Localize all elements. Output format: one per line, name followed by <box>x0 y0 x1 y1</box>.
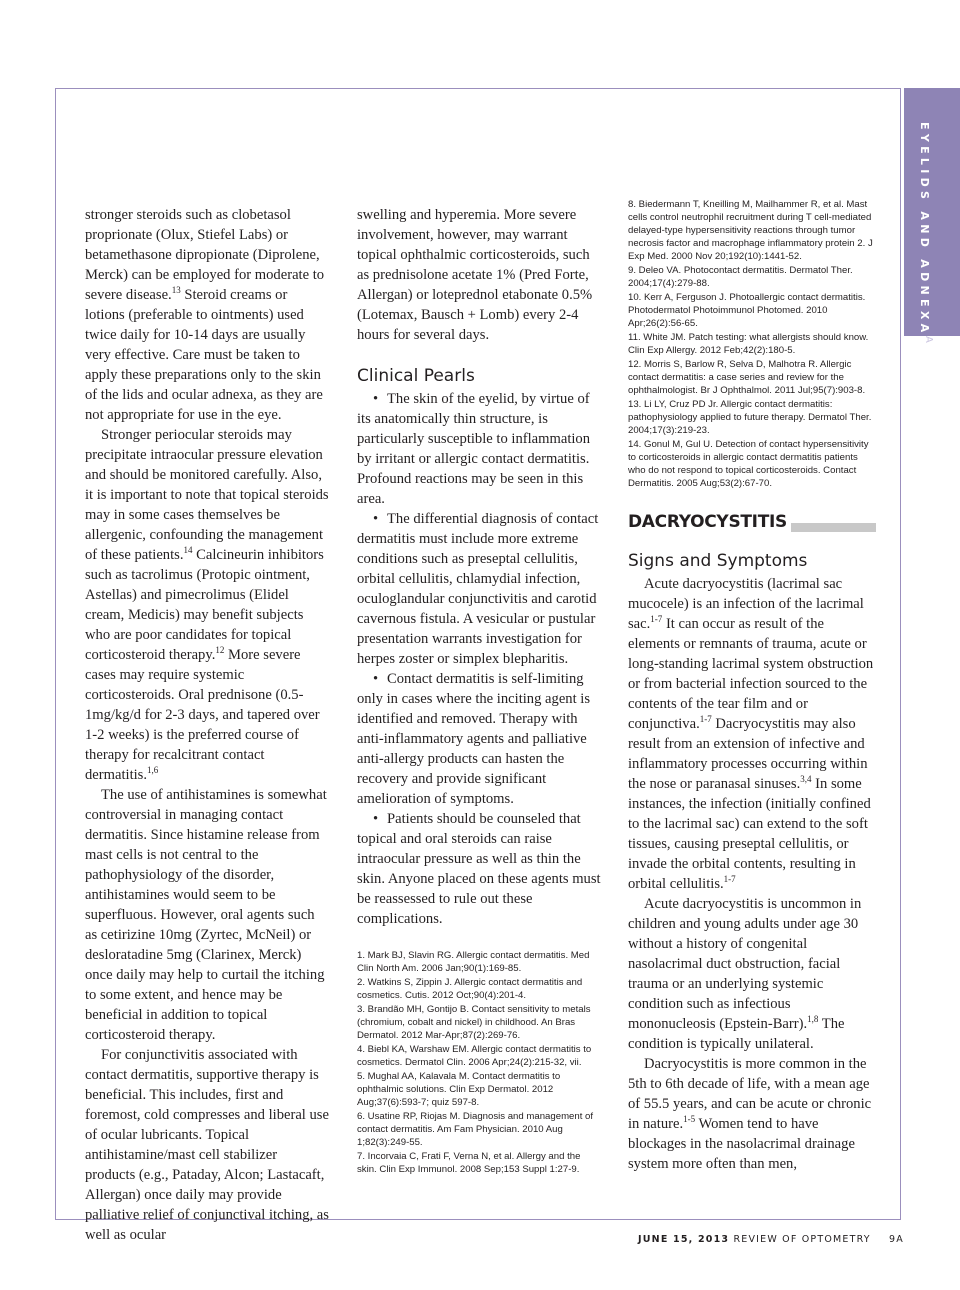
side-tab-ghost-letter: A <box>923 336 934 343</box>
reference-item: 12. Morris S, Barlow R, Selva D, Malhotra R. Allergic contact dermatitis: a case series and review for the ophthalmologist. Br J Ophthalmol. 2011 Jul;95(7):903-8. <box>628 359 866 396</box>
bullet-icon: • <box>373 671 379 687</box>
paragraph: Acute dacryocystitis is uncommon in children and young adults under age 30 without a history of congenital nasolacrimal duct obstruction, facial trauma or an underlying systemic condition such as infectious mononucleosis (Epstein-Barr).$^{1,8}$ The condition is typically unilateral. <box>628 896 862 1052</box>
reference-item: 1. Mark BJ, Slavin RG. Allergic contact dermatitis. Med Clin North Am. 2006 Jan;90(1):169-85. <box>357 950 590 974</box>
paragraph: Dacryocystitis is more common in the 5th to 6th decade of life, with a mean age of 55.5 years, and can be acute or chronic in nature.$^{1-5}$ Women tend to have blockages in the nasolacrimal drainage system more often than men, <box>628 1056 872 1172</box>
section-title-text: DACRYOCYSTITIS <box>628 512 791 532</box>
section-side-tab <box>904 88 960 336</box>
paragraph: stronger steroids such as clobetasol proprionate (Olux, Stiefel Labs) or betamethasone dipropionate (Diprolene, Merck) can be employed for moderate to severe disease.$^{13}$ Steroid creams or lotions (preferable to ointments) used twice daily for 10-14 days are usually very effective. Care must be taken to apply these preparations only to the skin of the lids and ocular adnexa, as they are not appropriate for use in the eye. <box>85 207 325 423</box>
reference-item: 5. Mughal AA, Kalavala M. Contact dermatitis to ophthalmic solutions. Clin Exp Dermatol. 2012 Aug;37(6):593-7; quiz 597-8. <box>357 1071 561 1108</box>
reference-item: 9. Deleo VA. Photocontact dermatitis. Dermatol Ther. 2004;17(4):279-88. <box>628 265 853 289</box>
footer-publication: REVIEW OF OPTOMETRY <box>733 1234 871 1245</box>
reference-item: 3. Brandão MH, Gontijo B. Contact sensitivity to metals (chromium, cobalt and nickel) in childhood. An Bras Dermatol. 2012 Mar-Apr;87(2):269-76. <box>357 1004 591 1041</box>
pearl-item: • Contact dermatitis is self-limiting only in cases where the inciting agent is identified and removed. Therapy with anti-inflammatory agents and palliative anti-allergy products can hasten the recovery and provide significant amelioration of symptoms. <box>357 671 591 807</box>
pearl-item: • Patients should be counseled that topical and oral steroids can raise intraocular pressure as well as thin the skin. Anyone placed on these agents must be reassessed to rule out these complications. <box>357 811 601 927</box>
paragraph: swelling and hyperemia. More severe involvement, however, may warrant topical ophthalmic corticosteroids, such as prednisolone acetate 1% (Pred Forte, Allergan) or loteprednol etabonate 0.5% (Lotemax, Bausch + Lomb) every 2-4 hours for several days. <box>357 207 593 343</box>
signs-symptoms-heading: Signs and Symptoms <box>628 551 808 571</box>
paragraph: Acute dacryocystitis (lacrimal sac mucocele) is an infection of the lacrimal sac.$^{1-7}$ It can occur as result of the elements or remnants of trauma, acute or long-standing lacrimal system obstruction or from bacterial infection sourced to the contents of the tear film and or conjunctiva.$^{1-7}$ Dacryocystitis may also result from an extension of infective and inflammatory processes occurring within the nose or paranasal sinuses.$^{3,4}$ In some instances, the infection (initially confined to the lacrimal sac) can extend to the soft tissues, causing preseptal cellulitis, or invade the orbital contents, resulting in orbital cellulitis.$^{1-7}$ <box>628 576 874 892</box>
footer-date: JUNE 15, 2013 <box>638 1234 730 1245</box>
page-footer <box>638 1234 904 1245</box>
paragraph: The use of antihistamines is somewhat controversial in managing contact dermatitis. Since histamine release from mast cells is not central to the pathophysiology of the disorder, antihistamines would seem to be superfluous. However, oral agents such as cetirizine 10mg (Zyrtec, McNeil) or desloratadine 5mg (Clarinex, Merck) once daily may help to curtail the itching to some extent, and hence may be beneficial in addition to topical corticosteroid therapy. <box>85 787 327 1043</box>
bullet-icon: • <box>373 391 379 407</box>
column-3 <box>628 198 876 1174</box>
page-number: 9A <box>889 1234 904 1245</box>
reference-item: 11. White JM. Patch testing: what allergists should know. Clin Exp Allergy. 2012 Feb;42(2):180-5. <box>628 332 869 356</box>
bullet-icon: • <box>373 811 379 827</box>
side-tab-label: EYELIDS AND ADNEXA <box>918 122 931 337</box>
reference-item: 2. Watkins S, Zippin J. Allergic contact dermatitis and cosmetics. Cutis. 2012 Oct;90(4):201-4. <box>357 977 583 1001</box>
column-2 <box>357 205 602 1177</box>
pearl-item: • The skin of the eyelid, by virtue of its anatomically thin structure, is particularly susceptible to inflammation by irritant or allergic contact dermatitis. Profound reactions may be seen in this area. <box>357 391 591 507</box>
reference-item: 8. Biedermann T, Kneilling M, Mailhammer R, et al. Mast cells control neutrophil recruitment during T cell-mediated delayed-type hypersensitivity reactions through tumor necrosis factor and macrophage inflammatory protein 2. J Exp Med. 2000 Nov 20;192(10):1441-52. <box>628 199 873 262</box>
clinical-pearls-heading: Clinical Pearls <box>357 366 475 386</box>
section-title-dacryocystitis <box>628 512 876 538</box>
paragraph: For conjunctivitis associated with contact dermatitis, supportive therapy is beneficial. This includes, first and foremost, cold compresses and liberal use of ocular lubricants. Topical antihistamine/mast cell stabilizer products (e.g., Pataday, Alcon; Lastacaft, Allergan) once daily may provide palliative relief of conjunctival itching, as well as ocular <box>85 1047 329 1243</box>
bullet-icon: • <box>373 511 379 527</box>
reference-item: 14. Gonul M, Gul U. Detection of contact hypersensitivity to corticosteroids in allergic contact dermatitis patients who do not respond to topical corticosteroids. Contact Dermatitis. 2005 Aug;53(2):67-70. <box>628 439 869 489</box>
paragraph: Stronger periocular steroids may precipitate intraocular pressure elevation and should be monitored carefully. Also, it is important to note that topical steroids may in some cases themselves be allergenic, confounding the management of these patients.$^{14}$ Calcineurin inhibitors such as tacrolimus (Protopic ointment, Astellas) and pimecrolimus (Elidel cream, Medicis) may benefit subjects who are poor candidates for topical corticosteroid therapy.$^{12}$ More severe cases may require systemic corticosteroids. Oral prednisone (0.5-1mg/kg/d for 2-3 days, and tapered over 1-2 weeks) is the preferred course of therapy for recalcitrant contact dermatitis.$^{1,6}$ <box>85 427 329 783</box>
reference-item: 4. Biebl KA, Warshaw EM. Allergic contact dermatitis to cosmetics. Dermatol Clin. 2006 Apr;24(2):215-32, vii. <box>357 1044 592 1068</box>
references-list <box>357 949 602 1176</box>
reference-item: 7. Incorvaia C, Frati F, Verna N, et al. Allergy and the skin. Clin Exp Immunol. 2008 Sep;153 Suppl 1:27-9. <box>357 1151 581 1175</box>
column-1 <box>85 205 330 1245</box>
reference-item: 6. Usatine RP, Riojas M. Diagnosis and management of contact dermatitis. Am Fam Physician. 2010 Aug 1;82(3):249-55. <box>357 1111 594 1148</box>
references-list-continued <box>628 198 876 490</box>
reference-item: 10. Kerr A, Ferguson J. Photoallergic contact dermatitis. Photodermatol Photoimmunol Photomed. 2010 Apr;26(2):56-65. <box>628 292 866 329</box>
pearl-item: • The differential diagnosis of contact dermatitis must include more extreme conditions such as preseptal cellulitis, orbital cellulitis, chlamydial infection, oculoglandular conjunctivitis and carotid cavernous fistula. A vesicular or pustular presentation warrants investigation for herpes zoster or simplex blepharitis. <box>357 511 599 667</box>
reference-item: 13. Li LY, Cruz PD Jr. Allergic contact dermatitis: pathophysiology applied to future therapy. Dermatol Ther. 2004;17(3):219-23. <box>628 399 872 436</box>
